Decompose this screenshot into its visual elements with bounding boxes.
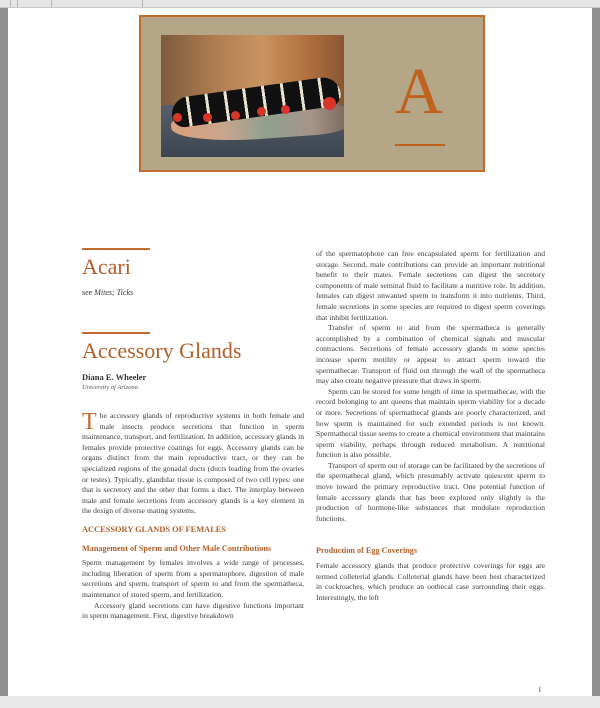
right-scrollbar[interactable] bbox=[592, 8, 600, 696]
photo-spot bbox=[323, 97, 336, 110]
photo-spot bbox=[203, 113, 212, 122]
viewer-toolbar bbox=[0, 0, 600, 8]
intro-text: he accessory glands of reproductive systems in both female and male insects produce secretions that function in sperm maintenance, transport, and fertilization. In addition, accessory glands in females provide protective coatings for eggs. Accessory glands can be organs distinct from the main reproductive tract, or they can be specialized regions of the gonadal ducts (ducts leading from the ovaries or testes). Typically, glandular tissue is composed of two cell types: one that is secretory and the other that forms a duct. The interplay between male and female secretions from accessory glands is a key element in the design of diverse mating systems. bbox=[82, 411, 304, 516]
entry-rule bbox=[82, 248, 150, 250]
page-number: 1 bbox=[538, 686, 542, 694]
intro-paragraph bbox=[82, 411, 304, 517]
left-scroll-gutter bbox=[0, 8, 8, 696]
section-banner bbox=[139, 15, 485, 172]
body-paragraph: Transport of sperm out of storage can be facilitated by the secretions of the spermathecal gland, which presumably activate quiescent sperm to move toward the primary reproductive tract. One potential function of female accessory glands that has been explored only slightly is the production of hormone-like substances that modulate reproduction functions. bbox=[316, 460, 545, 523]
see-also bbox=[82, 288, 133, 297]
entry-title-acari: Acari bbox=[82, 254, 131, 279]
body-paragraph: Female accessory glands that produce protective coverings for eggs are termed colleterial glands. Colleterial glands have been best characterized in cockroaches, which produce an oothecal case surrounding their eggs. Interestingly, the left bbox=[316, 561, 545, 602]
see-prefix: see bbox=[82, 288, 93, 297]
bottom-bar bbox=[0, 696, 600, 708]
subsection-heading: Production of Egg Coverings bbox=[316, 546, 418, 556]
body-paragraph: of the spermatophore can free encapsulated sperm for fertilization and storage. Second, male contributions can provide an important nutritional benefit to their mates. Female secretions can digest the secretory components of male seminal fluid to facilitate a nutritive role. In addition, females can digest unwanted sperm to transform it into nutrients. Third, female secretions in some species are required to digest sperm coverings that inhibit fertilization. bbox=[316, 249, 545, 322]
photo-spot bbox=[257, 107, 266, 116]
caterpillar-photo bbox=[161, 35, 344, 157]
toolbar-separator bbox=[17, 0, 18, 7]
photo-spot bbox=[281, 105, 290, 114]
body-paragraph: Accessory gland secretions can have digestive functions important in sperm management. First, digestive breakdown bbox=[82, 600, 304, 621]
drop-cap: T bbox=[82, 409, 97, 435]
body-paragraph: Sperm can be stored for some length of time in spermathecae, with the record belonging to ant queens that maintain sperm viability for a decade or more. Secretions of spermathecal glands are poorly characterized, and how sperm is maintained for such extended periods is not known. Spermathecal tissue seems to create a chemical environment that maintains sperm viability, perhaps through reduced metabolism. A nutritional function is also possible. bbox=[316, 386, 545, 460]
entry-title-accessory-glands: Accessory Glands bbox=[82, 338, 242, 363]
article-column-left bbox=[82, 411, 304, 622]
body-paragraph: Sperm management by females involves a wide range of processes, including liberation of sperm from a spermatophore, digestion of male secretions and sperm, transport of sperm to and from the spermatheca, maintenance of stored sperm, and fertilization. bbox=[82, 558, 304, 599]
toolbar-separator bbox=[10, 0, 11, 7]
article-column-right bbox=[316, 249, 545, 603]
letter-underline bbox=[395, 144, 445, 146]
toolbar-separator bbox=[142, 0, 143, 7]
photo-spot bbox=[231, 111, 240, 120]
toolbar-separator bbox=[51, 0, 52, 7]
author-name: Diana E. Wheeler bbox=[82, 372, 147, 382]
section-heading: ACCESSORY GLANDS OF FEMALES bbox=[82, 524, 227, 534]
see-also-link[interactable]: Mites; Ticks bbox=[94, 288, 134, 297]
photo-spot bbox=[173, 113, 182, 122]
subsection-heading: Management of Sperm and Other Male Contributions bbox=[82, 543, 272, 553]
entry-rule bbox=[82, 332, 150, 334]
body-paragraph: Transfer of sperm to and from the spermatheca is generally accomplished by a combination of chemical signals and muscular contractions. Secretions of female accessory glands in some species increase sperm motility or appear to attract sperm toward the spermathecae. Transport of fluid out through the wall of the spermatheca may also create negative pressure that draws in sperm. bbox=[316, 323, 545, 386]
author-affiliation: University of Arizona bbox=[82, 384, 138, 391]
section-letter: A bbox=[395, 55, 443, 128]
